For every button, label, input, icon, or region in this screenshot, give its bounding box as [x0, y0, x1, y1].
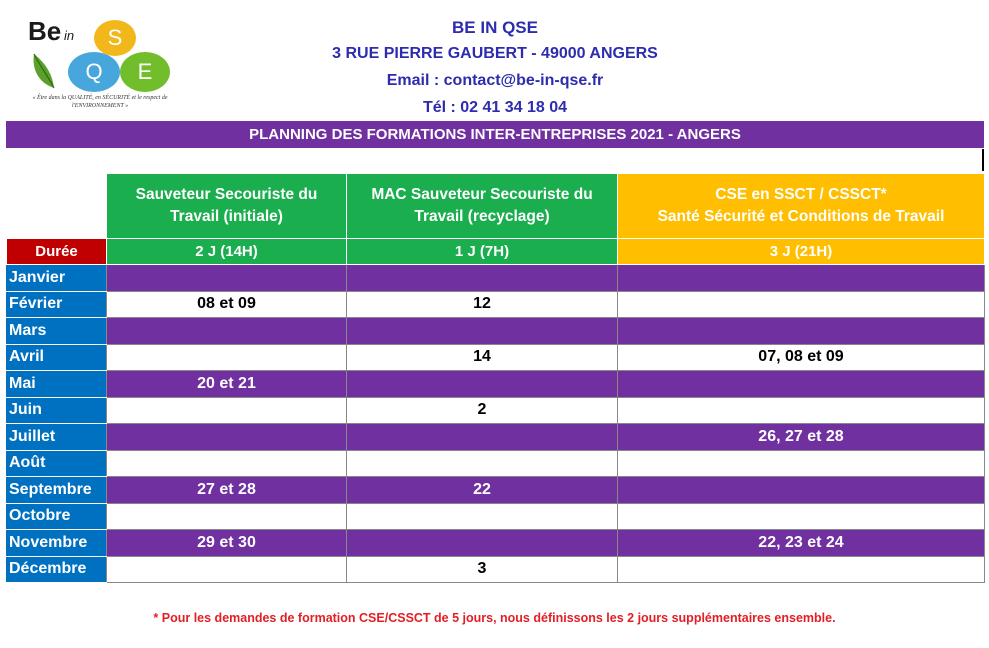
company-name: BE IN QSE	[452, 18, 538, 37]
planning-banner: PLANNING DES FORMATIONS INTER-ENTREPRISES 2021 - ANGERS	[6, 121, 984, 148]
logo-tagline: « Être dans la QUALITÉ, en SÉCURITÉ et le respect de l'ENVIRONNEMENT »	[32, 95, 168, 109]
month-label: Octobre	[7, 503, 107, 530]
session-cell	[107, 397, 347, 424]
session-cell	[347, 503, 618, 530]
column-header-line1: MAC Sauveteur Secouriste du	[371, 186, 593, 203]
month-row	[7, 371, 985, 398]
session-cell	[347, 530, 618, 557]
column-header-line2: Travail (initiale)	[170, 208, 283, 225]
column-header-cse-ssct	[618, 174, 985, 239]
be-in-qse-logo	[20, 14, 180, 114]
session-cell: 2	[347, 397, 618, 424]
month-label: Février	[7, 291, 107, 318]
planning-table	[6, 173, 985, 583]
session-cell	[107, 318, 347, 345]
session-cell	[107, 265, 347, 292]
column-header-sst-initiale	[107, 174, 347, 239]
duration-cse: 3 J (21H)	[618, 239, 985, 265]
session-cell	[618, 450, 985, 477]
month-row	[7, 291, 985, 318]
column-header-line2: Travail (recyclage)	[414, 208, 550, 225]
month-row	[7, 503, 985, 530]
session-cell	[618, 556, 985, 583]
month-row	[7, 344, 985, 371]
session-cell: 14	[347, 344, 618, 371]
month-label: Septembre	[7, 477, 107, 504]
column-header-line1: Sauveteur Secouriste du	[135, 186, 318, 203]
session-cell: 20 et 21	[107, 371, 347, 398]
month-label: Avril	[7, 344, 107, 371]
month-row	[7, 265, 985, 292]
session-cell	[347, 450, 618, 477]
column-header-line1: CSE en SSCT / CSSCT*	[715, 186, 887, 203]
company-email: Email : contact@be-in-qse.fr	[386, 72, 604, 89]
session-cell	[347, 318, 618, 345]
month-label: Août	[7, 450, 107, 477]
duration-row	[7, 239, 985, 265]
month-label: Mars	[7, 318, 107, 345]
month-label: Janvier	[7, 265, 107, 292]
session-cell: 07, 08 et 09	[618, 344, 985, 371]
session-cell	[618, 503, 985, 530]
month-row	[7, 530, 985, 557]
session-cell: 27 et 28	[107, 477, 347, 504]
session-cell: 22, 23 et 24	[618, 530, 985, 557]
company-phone: Tél : 02 41 34 18 04	[422, 99, 568, 116]
session-cell	[107, 503, 347, 530]
company-address: 3 RUE PIERRE GAUBERT - 49000 ANGERS	[332, 45, 658, 62]
duration-sst: 2 J (14H)	[107, 239, 347, 265]
session-cell: 26, 27 et 28	[618, 424, 985, 451]
session-cell	[618, 291, 985, 318]
header-blank-cell	[7, 174, 107, 239]
session-cell: 08 et 09	[107, 291, 347, 318]
month-label: Mai	[7, 371, 107, 398]
month-label: Novembre	[7, 530, 107, 557]
session-cell	[347, 424, 618, 451]
session-cell	[107, 344, 347, 371]
footnote: * Pour les demandes de formation CSE/CSSCT de 5 jours, nous définissons les 2 jours supplémentaires ensemble.	[153, 611, 836, 625]
logo-in-text: in	[64, 28, 75, 43]
session-cell	[347, 371, 618, 398]
month-row	[7, 397, 985, 424]
month-row	[7, 556, 985, 583]
month-row	[7, 450, 985, 477]
session-cell: 22	[347, 477, 618, 504]
logo-s-bubble: S	[94, 20, 136, 56]
month-label: Juin	[7, 397, 107, 424]
session-cell	[618, 397, 985, 424]
session-cell	[107, 556, 347, 583]
logo-be-text: Be	[28, 16, 62, 46]
table-edge-line	[982, 149, 984, 171]
session-cell: 12	[347, 291, 618, 318]
session-cell	[618, 477, 985, 504]
column-header-mac-sst	[347, 174, 618, 239]
month-label: Juillet	[7, 424, 107, 451]
leaf-icon	[30, 52, 58, 90]
duration-mac: 1 J (7H)	[347, 239, 618, 265]
session-cell: 3	[347, 556, 618, 583]
month-label: Décembre	[7, 556, 107, 583]
session-cell	[107, 424, 347, 451]
logo-q-bubble: Q	[68, 52, 120, 92]
session-cell	[618, 371, 985, 398]
session-cell	[618, 318, 985, 345]
session-cell	[347, 265, 618, 292]
month-row	[7, 424, 985, 451]
column-header-row	[7, 174, 985, 239]
duration-label: Durée	[7, 239, 107, 265]
logo-e-bubble: E	[120, 52, 170, 92]
month-row	[7, 477, 985, 504]
month-row	[7, 318, 985, 345]
session-cell	[107, 450, 347, 477]
column-header-line2: Santé Sécurité et Conditions de Travail	[657, 208, 945, 225]
session-cell: 29 et 30	[107, 530, 347, 557]
session-cell	[618, 265, 985, 292]
